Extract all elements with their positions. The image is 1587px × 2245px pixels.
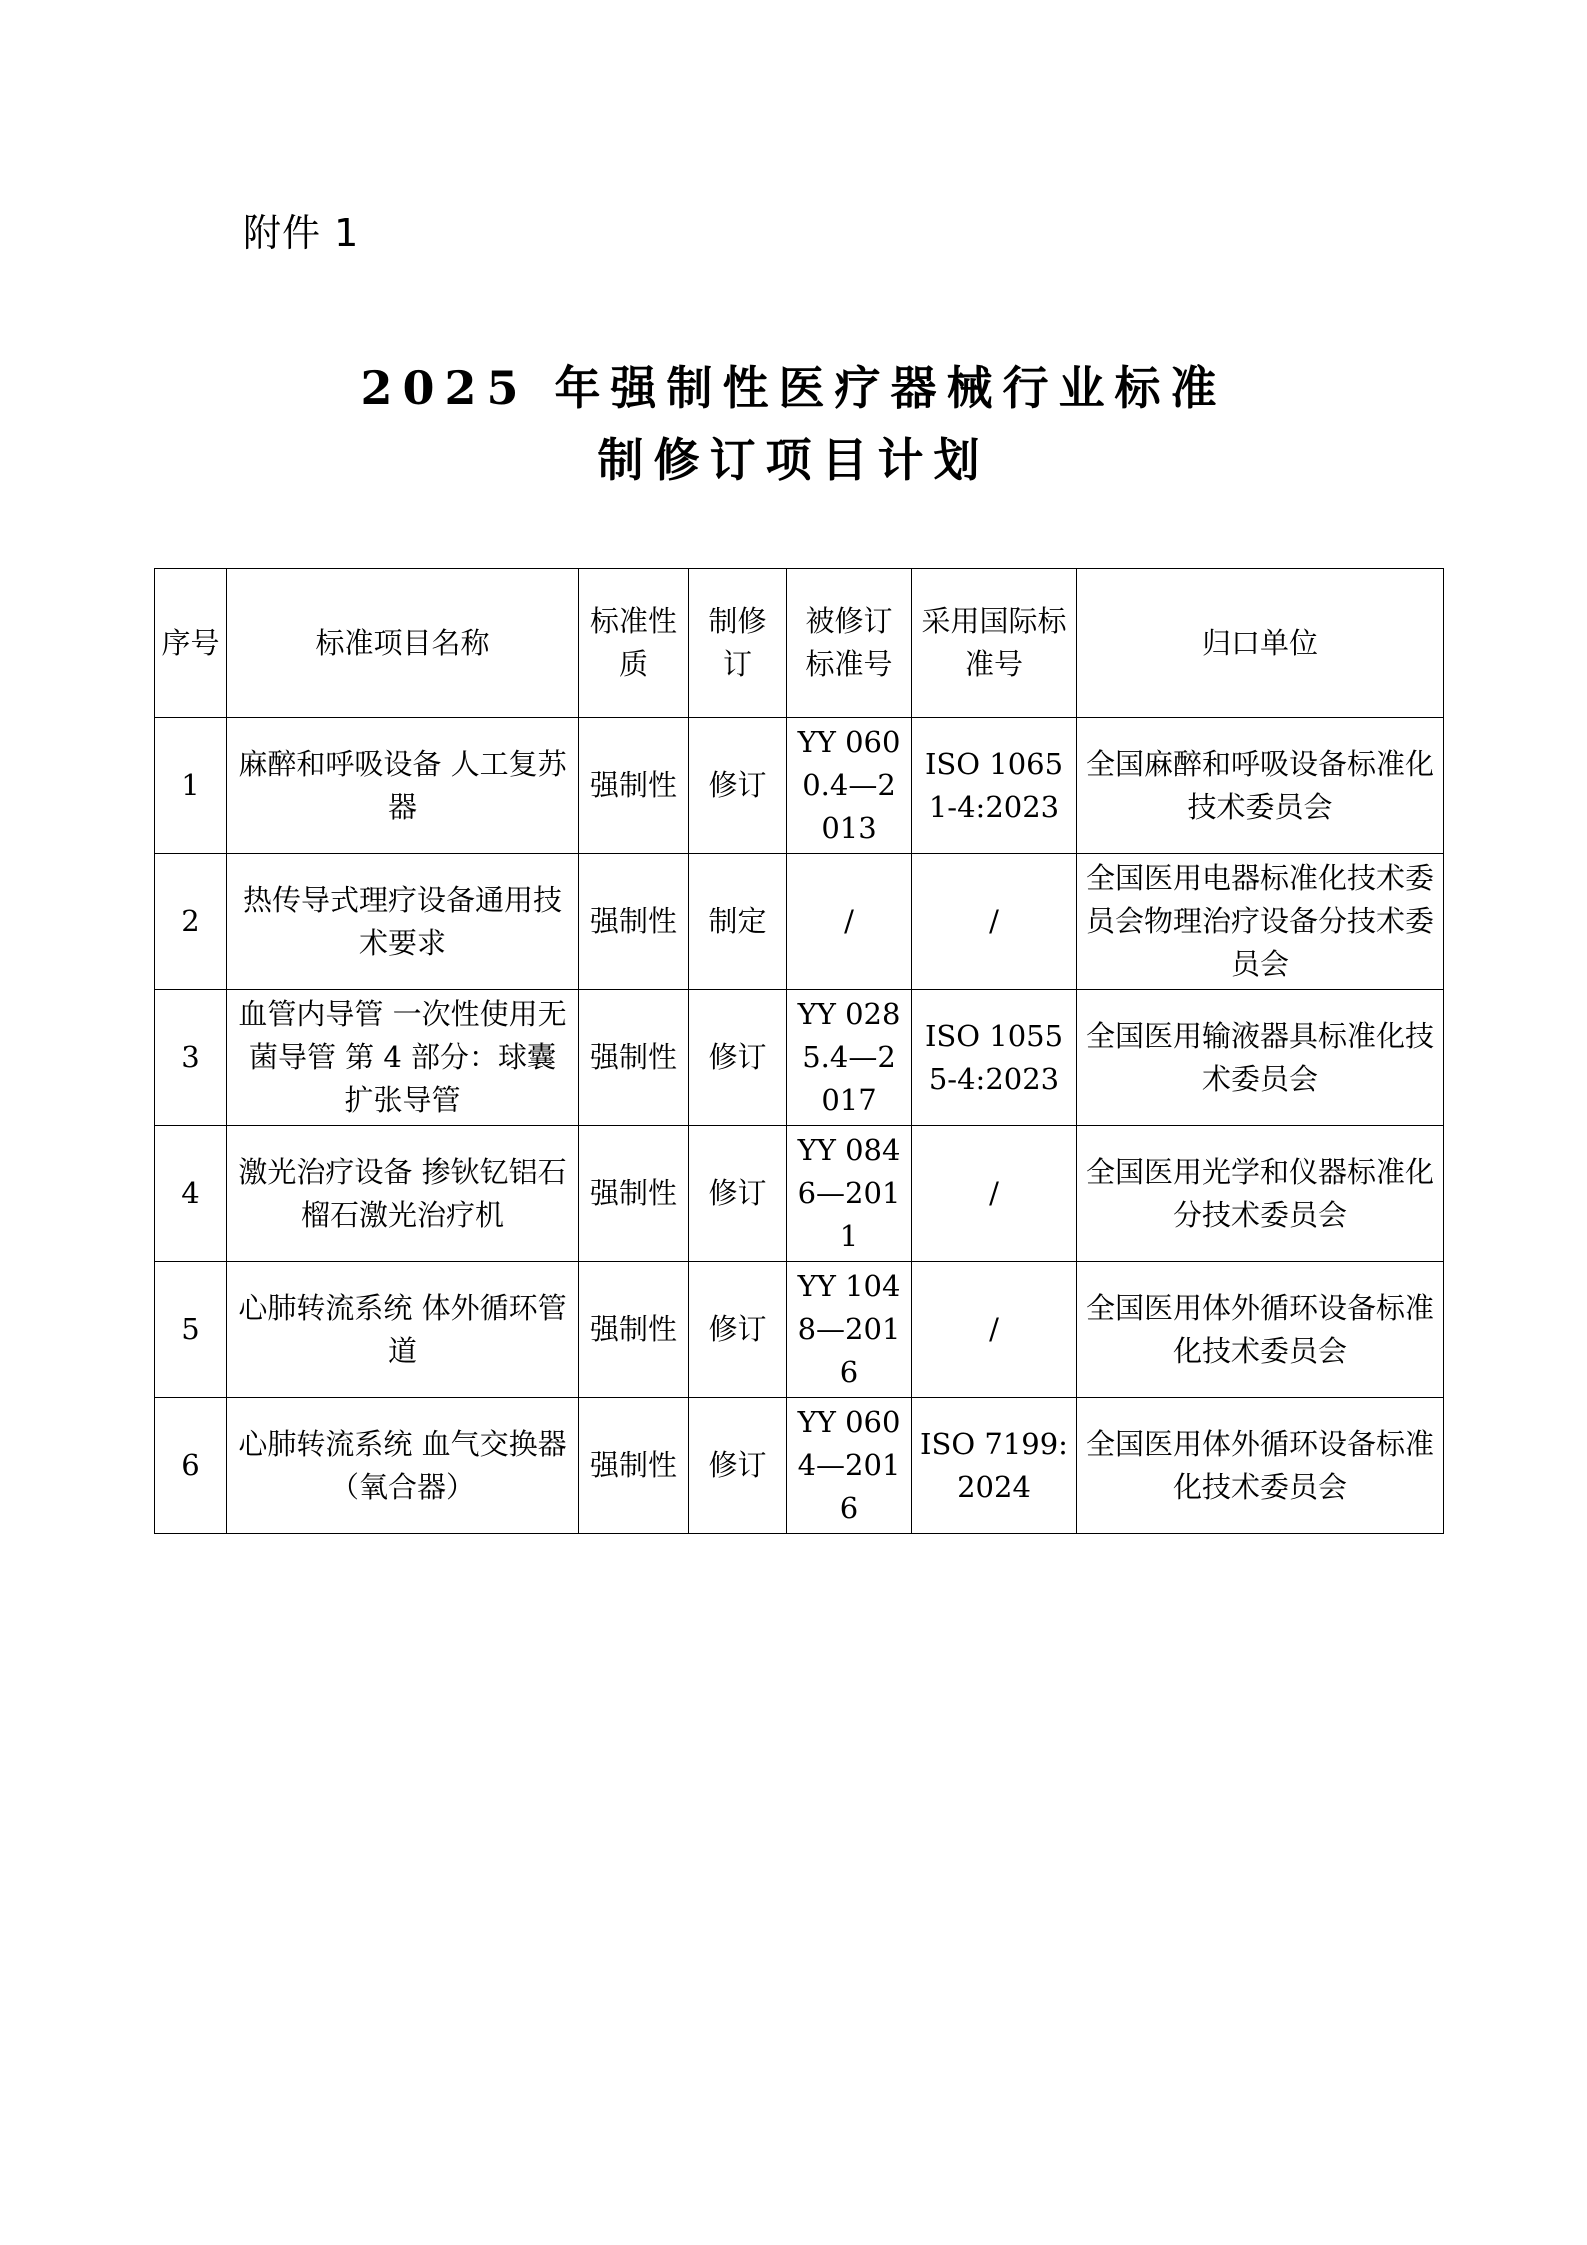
cell-revision-type: 修订 <box>689 990 787 1126</box>
header-project-name: 标准项目名称 <box>227 569 579 718</box>
cell-revised-standard: YY 0285.4—2017 <box>787 990 912 1126</box>
cell-revision-type: 修订 <box>689 1126 787 1262</box>
header-serial-no: 序号 <box>155 569 227 718</box>
table-body <box>155 718 1444 1534</box>
cell-revised-standard: / <box>787 854 912 990</box>
header-revised-standard: 被修订标准号 <box>787 569 912 718</box>
cell-international-standard: ISO 10555-4:2023 <box>912 990 1077 1126</box>
cell-international-standard: / <box>912 1126 1077 1262</box>
cell-serial-no: 2 <box>155 854 227 990</box>
cell-nature: 强制性 <box>579 990 689 1126</box>
table-row <box>155 1398 1444 1534</box>
cell-responsible-unit: 全国麻醉和呼吸设备标准化技术委员会 <box>1077 718 1444 854</box>
cell-revision-type: 修订 <box>689 718 787 854</box>
document-title-line-2: 制修订项目计划 <box>597 433 990 487</box>
cell-international-standard: / <box>912 1262 1077 1398</box>
cell-serial-no: 5 <box>155 1262 227 1398</box>
cell-international-standard: / <box>912 854 1077 990</box>
table-row <box>155 1262 1444 1398</box>
cell-nature: 强制性 <box>579 718 689 854</box>
table-header <box>155 569 1444 718</box>
cell-revised-standard: YY 1048—2016 <box>787 1262 912 1398</box>
table-row <box>155 854 1444 990</box>
cell-international-standard: ISO 10651-4:2023 <box>912 718 1077 854</box>
cell-project-name: 激光治疗设备 掺钬钇铝石榴石激光治疗机 <box>227 1126 579 1262</box>
header-row <box>155 569 1444 718</box>
cell-revised-standard: YY 0600.4—2013 <box>787 718 912 854</box>
cell-nature: 强制性 <box>579 1398 689 1534</box>
table-row <box>155 1126 1444 1262</box>
cell-project-name: 心肺转流系统 体外循环管道 <box>227 1262 579 1398</box>
cell-responsible-unit: 全国医用光学和仪器标准化分技术委员会 <box>1077 1126 1444 1262</box>
cell-project-name: 心肺转流系统 血气交换器（氧合器） <box>227 1398 579 1534</box>
cell-serial-no: 1 <box>155 718 227 854</box>
cell-project-name: 麻醉和呼吸设备 人工复苏器 <box>227 718 579 854</box>
cell-international-standard: ISO 7199:2024 <box>912 1398 1077 1534</box>
cell-revision-type: 修订 <box>689 1398 787 1534</box>
cell-responsible-unit: 全国医用输液器具标准化技术委员会 <box>1077 990 1444 1126</box>
cell-project-name: 热传导式理疗设备通用技术要求 <box>227 854 579 990</box>
table-row <box>155 990 1444 1126</box>
standards-plan-table <box>154 568 1444 1534</box>
document-title-line-1: 2025 年强制性医疗器械行业标准 <box>360 361 1227 415</box>
header-responsible-unit: 归口单位 <box>1077 569 1444 718</box>
cell-nature: 强制性 <box>579 1126 689 1262</box>
header-nature: 标准性质 <box>579 569 689 718</box>
attachment-label: 附件 1 <box>243 211 360 255</box>
cell-serial-no: 6 <box>155 1398 227 1534</box>
cell-serial-no: 3 <box>155 990 227 1126</box>
cell-revised-standard: YY 0846—2011 <box>787 1126 912 1262</box>
cell-revision-type: 修订 <box>689 1262 787 1398</box>
cell-project-name: 血管内导管 一次性使用无菌导管 第 4 部分：球囊扩张导管 <box>227 990 579 1126</box>
cell-revised-standard: YY 0604—2016 <box>787 1398 912 1534</box>
cell-serial-no: 4 <box>155 1126 227 1262</box>
cell-nature: 强制性 <box>579 854 689 990</box>
cell-responsible-unit: 全国医用体外循环设备标准化技术委员会 <box>1077 1262 1444 1398</box>
cell-nature: 强制性 <box>579 1262 689 1398</box>
header-revision-type: 制修订 <box>689 569 787 718</box>
cell-revision-type: 制定 <box>689 854 787 990</box>
header-international-standard: 采用国际标准号 <box>912 569 1077 718</box>
table-row <box>155 718 1444 854</box>
cell-responsible-unit: 全国医用电器标准化技术委员会物理治疗设备分技术委员会 <box>1077 854 1444 990</box>
cell-responsible-unit: 全国医用体外循环设备标准化技术委员会 <box>1077 1398 1444 1534</box>
